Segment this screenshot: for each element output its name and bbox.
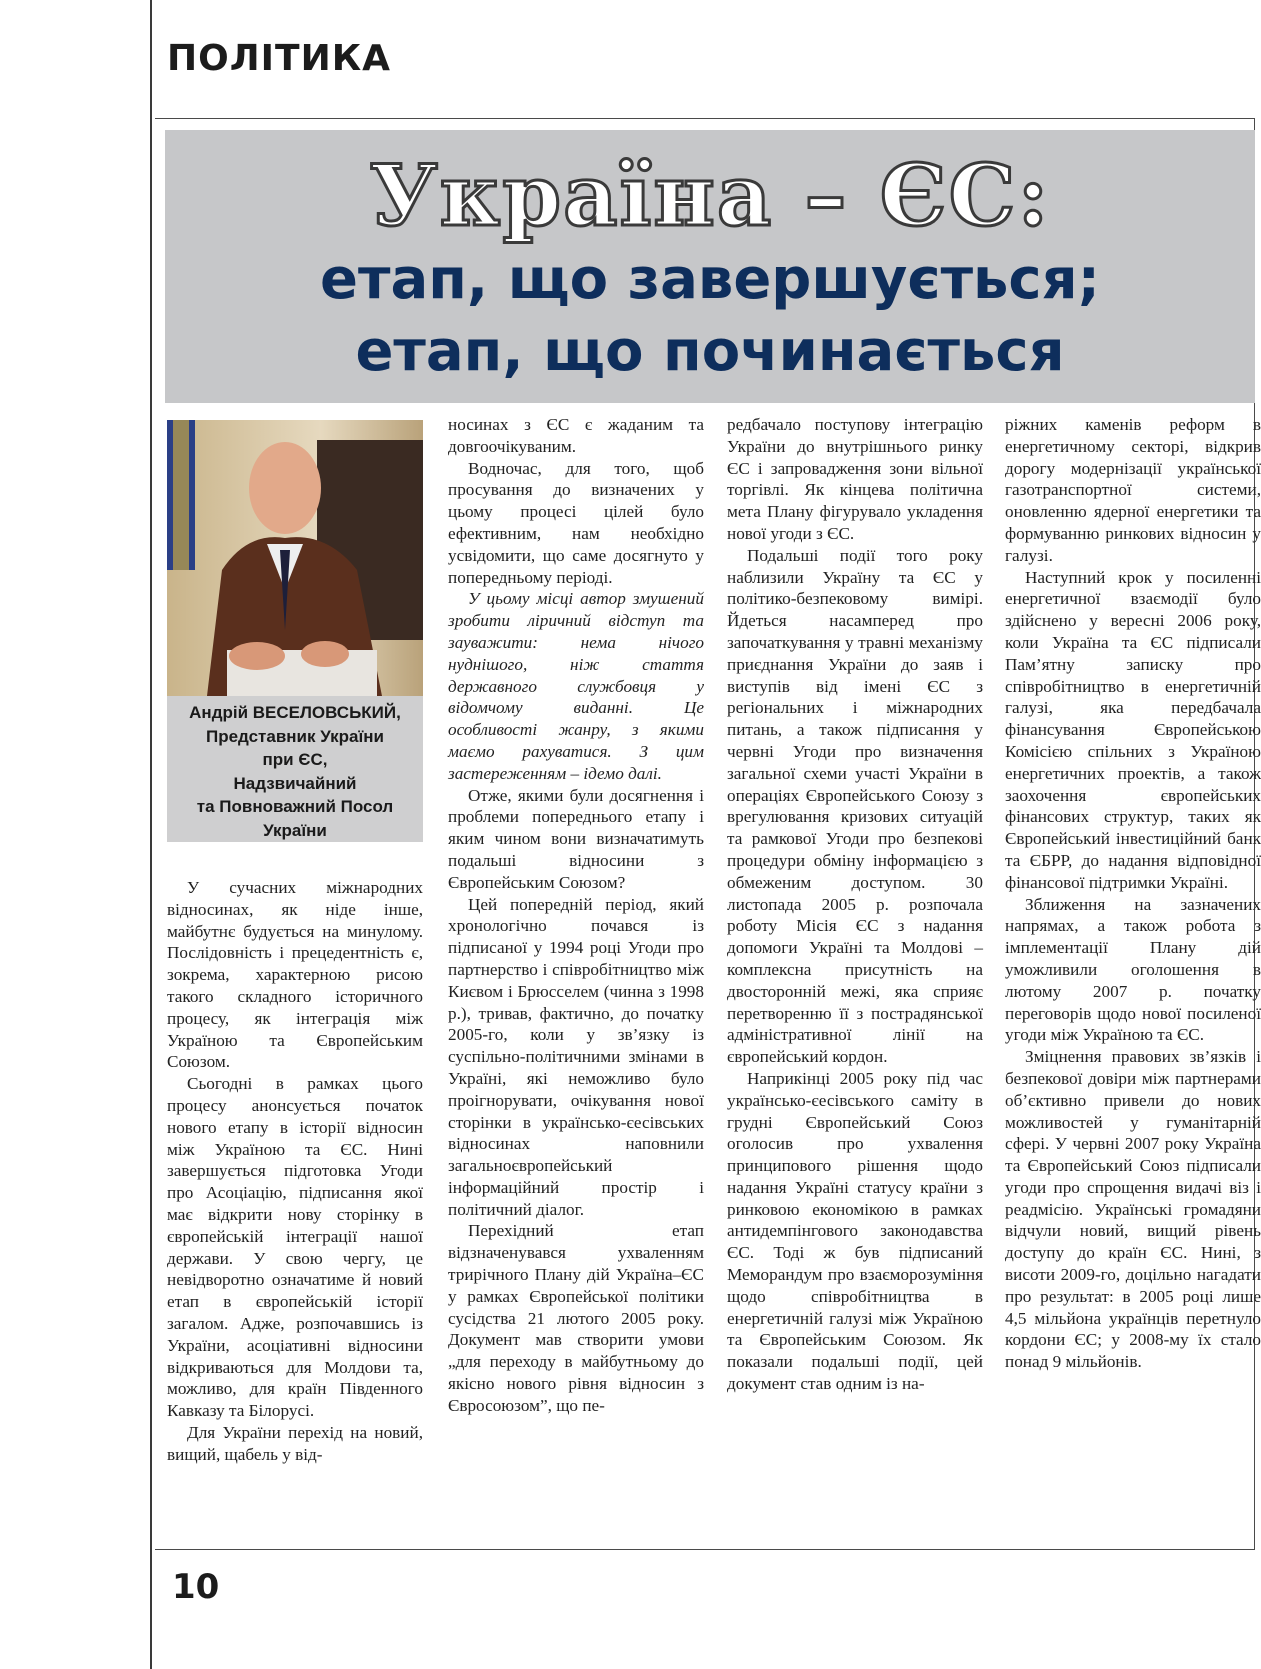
paragraph: Сьогодні в рамках цього процесу анонсується початок нового етапу в історії відносин між Україною та ЄС. Нині завершується підготовка Угоди про Асоціацію, підписання якої має відкрити нову сторінку в європейській інтеграції нашої держави. У свою чергу, це невідворотно означатиме й новий етап в європейській історії загалом. Адже, розпочавшись із України, асоціативні відносини відкриваються для Молдови та, можливо, для країн Південного Кавказу та Білорусі. xyxy=(167,1074,423,1421)
paragraph: редбачало поступову інтеграцію України до внутрішнього ринку ЄС і запровадження зони вільної торгівлі. Як кінцева політична мета Плану фігурувало укладення нової угоди з ЄС. xyxy=(727,415,983,543)
paragraph: Водночас, для того, щоб просування до визначених у цьому процесі цілей було ефективним, нам необхідно усвідомити, що саме досягнуто у попередньому періоді. xyxy=(448,458,704,587)
italic-aside: У цьому місці автор змушений зробити ліричний відступ та зауважити: нема нічого нуднішого, ніж стаття державного службовця у відомчому виданні. Це особливості жанру, з якими маємо рахуватися. З цим застереженням – ідемо далі. xyxy=(448,589,704,783)
paragraph: носинах з ЄС є жаданим та довгоочікуваним. xyxy=(448,415,704,456)
article-column-2 xyxy=(448,414,704,1539)
paragraph: Зміцнення правових зв’язків і безпекової довіри між партнерами об’єктивно привели до нових можливостей у гуманітарній сфері. У червні 2007 року Україна та Європейський Союз підписали угоди про спрощення видачі віз і реадмісію. Українські громадяни відчули новий, вищий рівень доступу до країн ЄС. Нині, з висоти 2009-го, доцільно нагадати про результат: в 2005 році лише 4,5 мільйона українців перетнуло кордони ЄС; у 2008-му їх стало понад 9 мільйонів. xyxy=(1005,1047,1261,1372)
caption-line: України xyxy=(263,820,327,840)
paragraph: У сучасних міжнародних відносинах, як ніде інше, майбутнє будується на минулому. Послідовність і прецедентність є, зокрема, характерною рисою такого складного історичного процесу, як інтеграція між Україною та Європейським Союзом. xyxy=(167,878,423,1072)
caption-line: Надзвичайний xyxy=(233,773,357,793)
paragraph: Для України перехід на новий, вищий, щабель у від- xyxy=(167,1422,423,1464)
paragraph: Отже, якими були досягнення і проблеми попереднього етапу і яким чином вони визначатимуть подальші відносини з Європейським Союзом? xyxy=(448,785,704,892)
paragraph: Цей попередній період, який хронологічно почався із підписаної у 1994 році Угоди про партнерство і співробітництво між Києвом і Брюсселем (чинна з 1998 р.), тривав, фактично, до початку 2005-го, коли у зв’язку із суспільно-політичними змінами в Україні, які неможливо було проігнорувати, очікування нової сторінки в українсько-єесівських відносинах наповнили загальноєвропейський інформаційний простір і політичний діалог. xyxy=(448,894,704,1219)
article-column-4 xyxy=(1005,414,1261,1539)
page-number: 10 xyxy=(172,1567,220,1607)
caption-line: Представник України xyxy=(205,726,385,746)
headline-subtitle-2: етап, що починається xyxy=(355,319,1065,384)
headline-title: Україна – ЄС: xyxy=(369,146,1051,245)
page-margin-line xyxy=(150,0,152,1669)
caption-name: Андрій ВЕСЕЛОВСЬКИЙ, xyxy=(189,703,401,722)
paragraph: Наступний крок у посиленні енергетичної взаємодії було здійснено у вересні 2006 року, коли Україна та ЄС підписали Пам’ятну записку про співробітництво в енергетичній галузі, яка передбачала фінансування Європейською Комісією спільних з Україною енергетичних проектів, а також заохочення європейських фінансових структур, таких як Європейський інвестиційний банк та ЄБРР, до надання відповідної фінансової підтримки Україні. xyxy=(1005,567,1261,892)
caption-line: при ЄС, xyxy=(262,750,328,769)
article-column-3 xyxy=(727,414,983,1539)
article-column-1 xyxy=(167,877,423,1537)
section-title: ПОЛІТИКА xyxy=(167,38,391,79)
paragraph: ріжних каменів реформ в енергетичному секторі, відкрив дорогу модернізації української газотранспортної системи, оновленню ядерної енергетики та формуванню ринкових відносин у галузі. xyxy=(1005,415,1261,565)
paragraph: Перехідний етап відзначенувався ухваленням трирічного Плану дій Україна–ЄС у рамках Європейської політики сусідства 21 лютого 2005 року. Документ мав створити умови „для переходу в майбутньому до якісно нового рівня відносин з Євросоюзом”, що пе- xyxy=(448,1221,704,1415)
paragraph: Наприкінці 2005 року під час українсько-єесівського саміту в грудні Європейський Союз оголосив про ухвалення принципового рішення щодо надання Україні статусу країни з ринковою економікою в рамках антидемпінгового законодавства ЄС. Тоді ж був підписаний Меморандум про взаєморозуміння щодо співробітництва в енергетичній галузі між Україною та Європейським Союзом. Як показали подальші події, цей документ став одним із на- xyxy=(727,1068,983,1394)
headline-block xyxy=(165,130,1255,403)
portrait-photo xyxy=(167,420,423,696)
paragraph: Подальші події того року наблизили Україну та ЄС у політико-безпековому вимірі. Йдеться насамперед про започаткування у травні механізму приєднання України до заяв і виступів від імені ЄС з регіональних і міжнародних питань, а також підписання у червні Угоди про визначення загальної схеми участі України в операціях Європейського Союзу з врегулювання кризових ситуацій та рамкової Угоди про безпекові процедури обміну інформацією з обмеженим доступом. 30 листопада 2005 р. розпочала роботу Місія ЄС з надання допомоги Україні та Молдові – комплексна присутність на двосторонній межі, яка сприяє перетворенню її з пострадянської адміністративної лінії на європейський кордон. xyxy=(727,545,983,1067)
photo-caption xyxy=(167,696,423,842)
paragraph: Зближення на зазначених напрямах, а також робота з імплементації Плану дій уможливили оголошення в лютому 2007 р. початку переговорів щодо нової посиленої угоди між Україною та ЄС. xyxy=(1005,894,1261,1045)
headline-subtitle-1: етап, що завершується; xyxy=(320,247,1100,312)
caption-line: та Повноважний Посол xyxy=(196,797,394,816)
